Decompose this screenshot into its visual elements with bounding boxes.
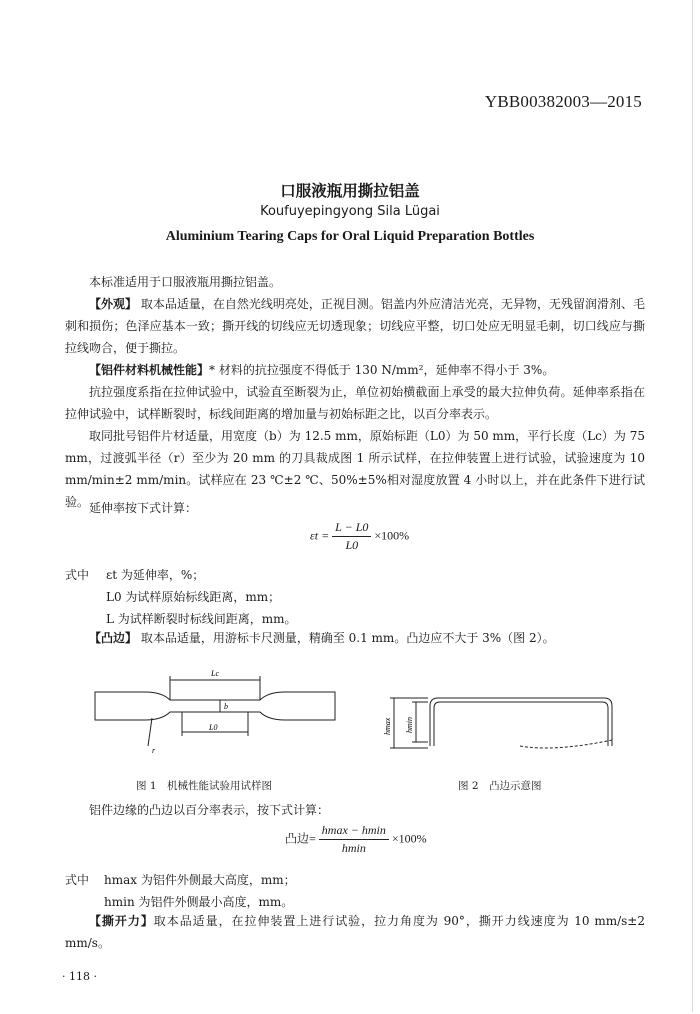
- mechanical-procedure: 取同批号铝件片材适量，用宽度（b）为 12.5 mm，原始标距（L0）为 50 mm，平行长度（Lc）为 75 mm，过渡弧半径（r）至少为 20 mm 的刀具裁成图 1 所示试样，在拉伸装置上进行试验，试验速度为 10 mm/min±2 mm/min。试样应在 23 ℃±2 ℃、50%±5%相对湿度放置 4 小时以上，并在此条件下进行试验。: [65, 429, 645, 509]
- flange-text: 取本品适量，用游标卡尺测量，精确至 0.1 mm。凸边应不大于 3%（图 2）。: [140, 631, 555, 645]
- formula2-denominator: hmin: [341, 841, 366, 855]
- flange-section: [65, 627, 645, 649]
- formula1-denominator: L0: [345, 538, 359, 552]
- label-b: b: [224, 702, 228, 711]
- where2-item: hmin 为铝件外侧最小高度，mm。: [104, 895, 294, 909]
- elongation-formula: [310, 520, 409, 553]
- figure1-specimen-drawing: [90, 660, 340, 760]
- mechanical-definition: 抗拉强度系指在拉伸试验中，试验直至断裂为止，单位初始横截面上承受的最大拉伸负荷。延伸率系指在拉伸试验中，试样断裂时，标线间距离的增加量与初始标距之比，以百分率表示。: [65, 385, 645, 421]
- title-english: Aluminium Tearing Caps for Oral Liquid Preparation Bottles: [165, 229, 535, 244]
- specimen-outline: [95, 692, 335, 720]
- formula1-rhs: ×100%: [374, 528, 410, 543]
- title-chinese: 口服液瓶用撕拉铝盖: [280, 182, 420, 200]
- cap-outline: [430, 698, 612, 746]
- label-Lc: Lc: [211, 669, 219, 678]
- flange-formula: [285, 823, 427, 856]
- label-L0: L0: [209, 723, 218, 732]
- label-r: r: [152, 746, 156, 755]
- mechanical-label: 【铝件材料机械性能】: [89, 363, 210, 377]
- formula2-rhs: ×100%: [391, 831, 427, 846]
- where1-prefix: 式中: [65, 568, 90, 582]
- mechanical-text: * 材料的抗拉强度不得低于 130 N/mm²，延伸率不得小于 3%。: [209, 363, 555, 377]
- label-hmin: hmin: [405, 717, 414, 733]
- formula1-lhs: εt =: [310, 528, 330, 543]
- figure2-caption: 图 2 凸边示意图: [458, 780, 542, 792]
- formula1-fraction: [332, 520, 371, 553]
- formula2-fraction: [319, 823, 389, 856]
- where2-prefix: 式中: [65, 873, 90, 887]
- mechanical-section: [65, 359, 645, 381]
- appearance-label: 【外观】: [89, 297, 138, 311]
- appearance-section: [65, 293, 645, 359]
- intro-paragraph: 本标准适用于口服液瓶用撕拉铝盖。: [89, 275, 282, 289]
- where1-item: L 为试样断裂时标线间距离，mm。: [106, 612, 297, 626]
- formula2-lhs: 凸边=: [285, 831, 316, 846]
- title-pinyin: Koufuyepingyong Sila Lügai: [260, 204, 440, 219]
- where2-item: hmax 为铝件外侧最大高度，mm；: [104, 873, 296, 887]
- tear-text: 取本品适量，在拉伸装置上进行试验，拉力角度为 90°，撕开力线速度为 10 mm/s±2 mm/s。: [65, 914, 645, 950]
- label-hmax: hmax: [383, 717, 392, 735]
- formula2-numerator: hmax − hmin: [319, 823, 389, 840]
- flange-label: 【凸边】: [89, 631, 138, 645]
- appearance-text: 取本品适量，在自然光线明亮处，正视目测。铝盖内外应清洁光亮，无异物，无残留润滑剂、毛刺和损伤；色泽应基本一致；撕开线的切线应无切透现象；切线应平整，切口处应无明显毛刺，切口线应与撕拉线吻合，便于撕拉。: [65, 297, 645, 355]
- where1-item: εt 为延伸率，%；: [106, 568, 205, 582]
- elongation-intro: 延伸率按下式计算：: [89, 501, 198, 515]
- tear-label: 【撕开力】: [89, 914, 154, 928]
- standard-number: YBB00382003—2015: [484, 92, 642, 111]
- page-number: · 118 ·: [62, 970, 97, 983]
- figure1-caption: 图 1 机械性能试验用试样图: [136, 780, 273, 792]
- tear-section: [65, 910, 645, 954]
- flange-calc-intro: 铝件边缘的凸边以百分率表示，按下式计算：: [89, 803, 330, 817]
- figure2-flange-drawing: [370, 688, 630, 760]
- formula1-numerator: L − L0: [332, 520, 371, 537]
- where1-item: L0 为试样原始标线距离，mm；: [106, 590, 281, 604]
